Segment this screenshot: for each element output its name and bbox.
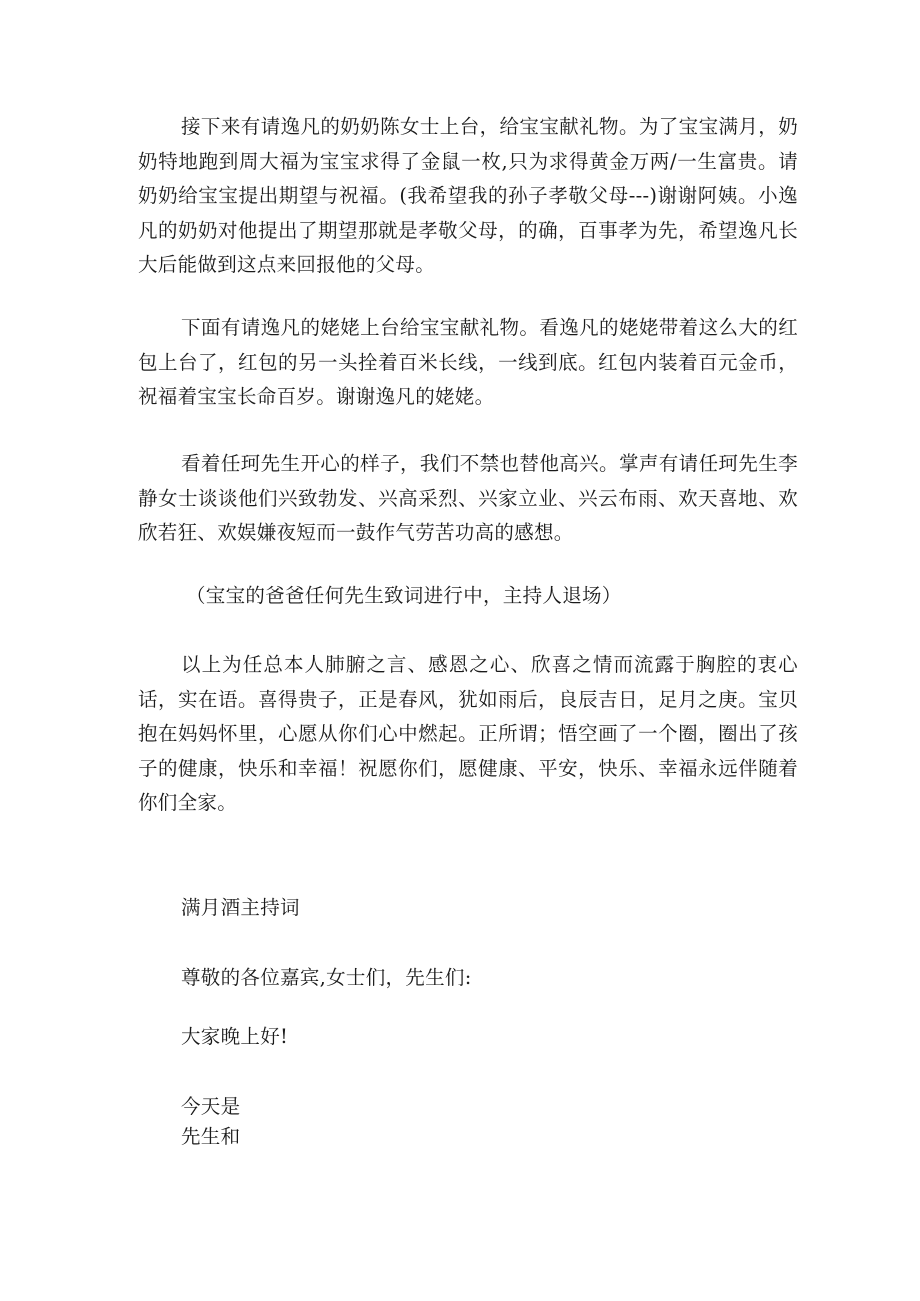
paragraph-parents-speech: 看着任珂先生开心的样子，我们不禁也替他高兴。掌声有请任珂先生李静女士谈谈他们兴致勃发、兴高采烈、兴家立业、兴云布雨、欢天喜地、欢欣若狂、欢娱嫌夜短而一鼓作气劳苦功高的感想。 xyxy=(138,452,798,544)
line-today: 今天是 xyxy=(181,1095,241,1118)
stage-note: （宝宝的爸爸任何先生致词进行中，主持人退场） xyxy=(186,584,622,607)
section-title: 满月酒主持词 xyxy=(181,896,300,919)
greeting: 大家晚上好! xyxy=(181,1025,289,1048)
line-mr: 先生和 xyxy=(181,1125,241,1148)
paragraph-grandma-gift: 接下来有请逸凡的奶奶陈女士上台，给宝宝献礼物。为了宝宝满月，奶奶特地跑到周大福为宝宝求得了金鼠一枚,只为求得黄金万两/一生富贵。请奶奶给宝宝提出期望与祝福。(我希望我的孙子孝敬父母---)谢谢阿姨。小逸凡的奶奶对他提出了期望那就是孝敬父母，的确，百事孝为先，希望逸凡长大后能做到这点来回报他的父母。 xyxy=(138,115,798,276)
paragraph-grandmother-gift: 下面有请逸凡的姥姥上台给宝宝献礼物。看逸凡的姥姥带着这么大的红包上台了，红包的另一头拴着百米长线，一线到底。红包内装着百元金币，祝福着宝宝长命百岁。谢谢逸凡的姥姥。 xyxy=(138,316,798,408)
paragraph-closing-blessing: 以上为任总本人肺腑之言、感恩之心、欣喜之情而流露于胸腔的衷心话，实在语。喜得贵子，正是春风，犹如雨后，良辰吉日，足月之庚。宝贝抱在妈妈怀里，心愿从你们心中燃起。正所谓；悟空画了一个圈，圈出了孩子的健康，快乐和幸福！祝愿你们，愿健康、平安，快乐、幸福永远伴随着你们全家。 xyxy=(138,653,798,814)
salutation: 尊敬的各位嘉宾,女士们，先生们: xyxy=(181,966,472,989)
